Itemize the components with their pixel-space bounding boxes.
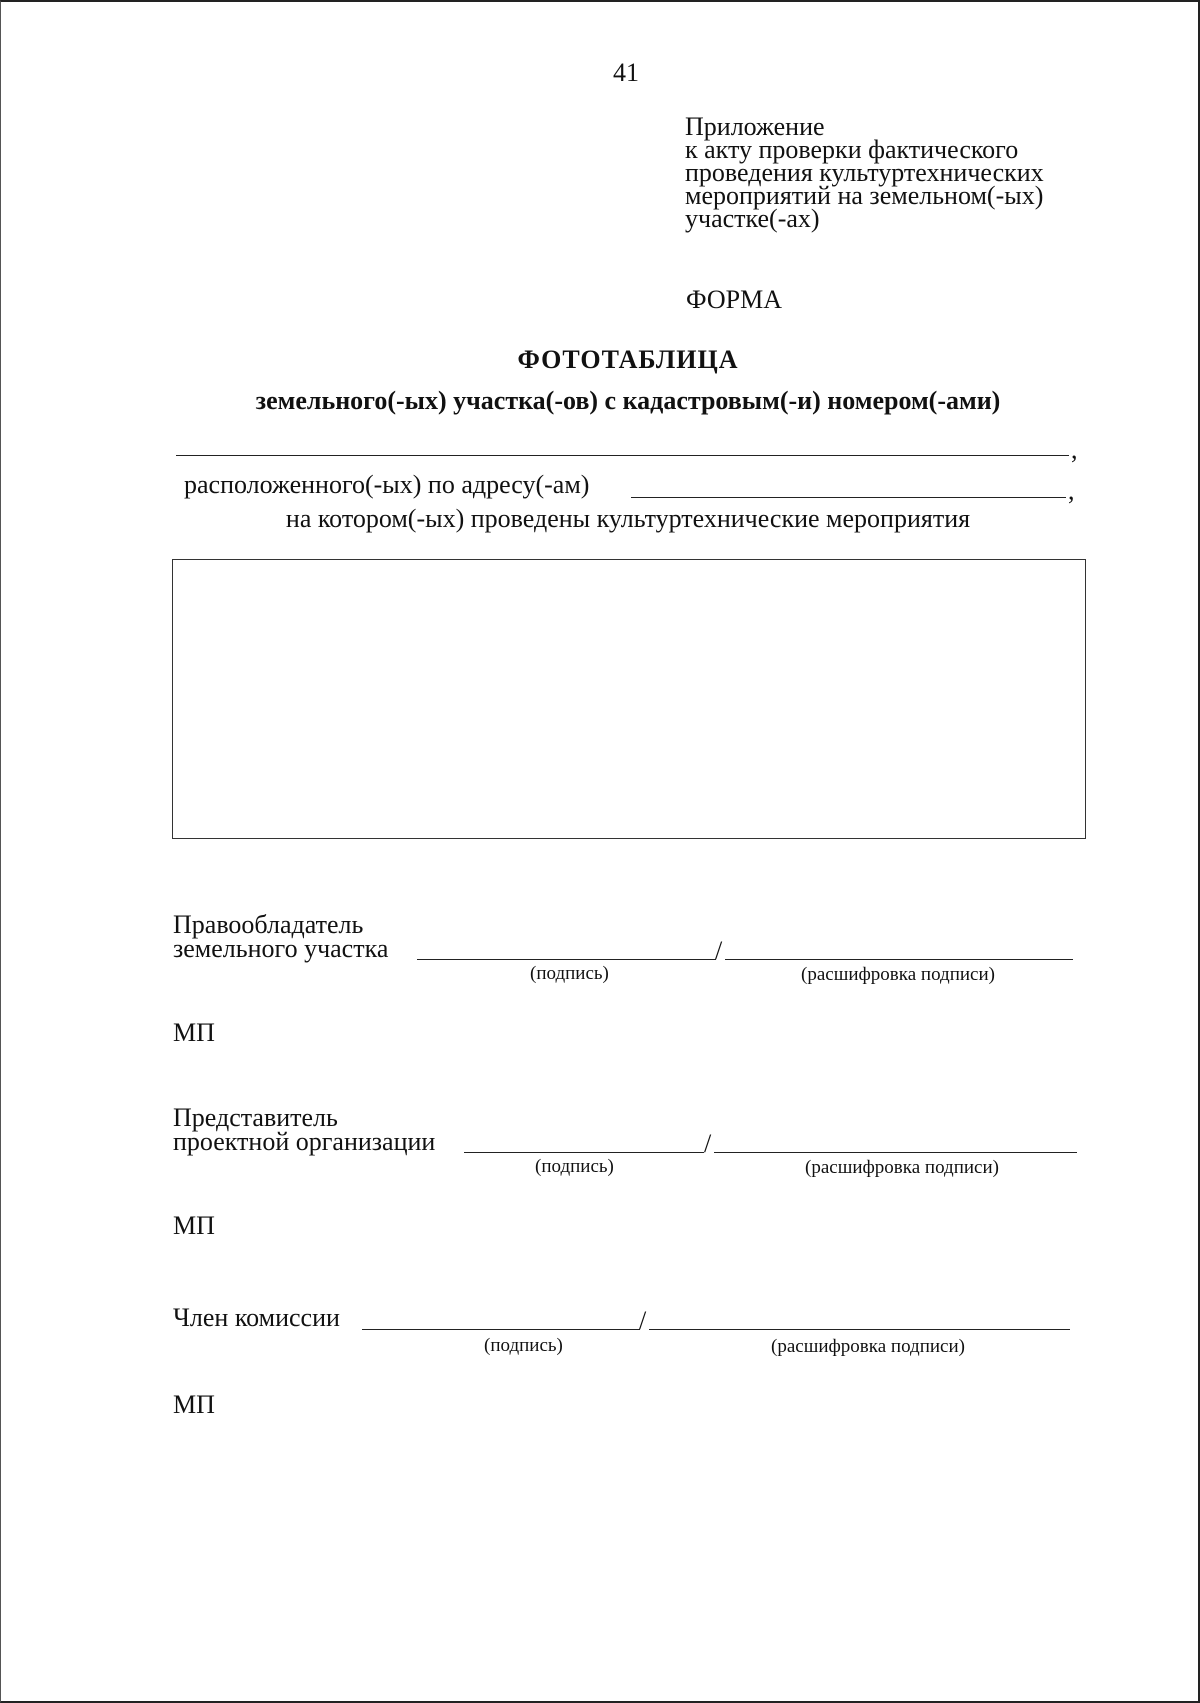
signer-role-line: Представитель (173, 1103, 338, 1132)
address-label: расположенного(-ых) по адресу(-ам) (184, 470, 590, 499)
signature-caption: (подпись) (530, 963, 609, 984)
measures-text: на котором(-ых) проведены культуртехнические мероприятия (285, 504, 971, 533)
separator-slash: / (639, 1306, 647, 1335)
appendix-line: участке(-ах) (685, 204, 820, 233)
signer-role-line: Член комиссии (173, 1303, 340, 1332)
page-number: 41 (613, 58, 639, 87)
transcript-caption: (расшифровка подписи) (801, 964, 995, 985)
stamp-label: МП (173, 1018, 215, 1047)
address-field[interactable] (631, 497, 1066, 498)
signature-field[interactable] (417, 959, 716, 960)
form-label: ФОРМА (686, 285, 782, 314)
signature-transcript-field[interactable] (714, 1152, 1077, 1153)
signature-field[interactable] (362, 1329, 640, 1330)
stamp-label: МП (173, 1390, 215, 1419)
signature-field[interactable] (464, 1152, 704, 1153)
stamp-label: МП (173, 1211, 215, 1240)
signer-role-line: земельного участка (173, 934, 389, 963)
photo-frame (172, 559, 1086, 839)
appendix-line: к акту проверки фактического (685, 135, 1019, 164)
document-title: ФОТОТАБЛИЦА (517, 345, 739, 374)
comma: , (1071, 435, 1078, 464)
comma: , (1068, 476, 1075, 505)
appendix-note (685, 112, 1044, 233)
separator-slash: / (715, 936, 723, 965)
transcript-caption: (расшифровка подписи) (771, 1336, 965, 1357)
signature-transcript-field[interactable] (649, 1329, 1070, 1330)
signature-transcript-field[interactable] (725, 959, 1073, 960)
separator-slash: / (704, 1129, 712, 1158)
transcript-caption: (расшифровка подписи) (805, 1157, 999, 1178)
appendix-line: Приложение (685, 112, 825, 141)
appendix-line: мероприятий на земельном(-ых) (685, 181, 1044, 210)
signer-role-line: Правообладатель (173, 910, 364, 939)
signature-caption: (подпись) (484, 1335, 563, 1356)
document-subtitle: земельного(-ых) участка(-ов) с кадастровым(-и) номером(-ами) (255, 386, 1001, 415)
cadastral-number-field[interactable] (176, 455, 1069, 456)
appendix-line: проведения культуртехнических (685, 158, 1044, 187)
signature-caption: (подпись) (535, 1156, 614, 1177)
signer-role-line: проектной организации (173, 1127, 436, 1156)
